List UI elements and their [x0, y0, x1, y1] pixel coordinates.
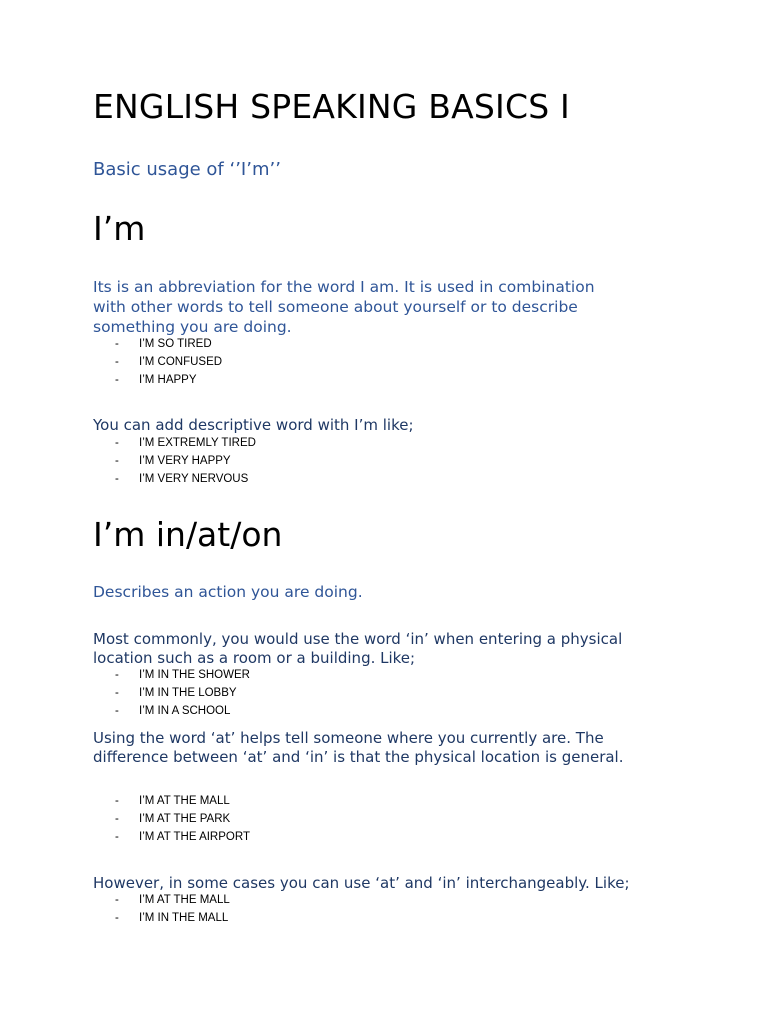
bullet-dash: -: [115, 812, 119, 825]
paragraph-line: Most commonly, you would use the word ‘in’ when entering a physical: [93, 630, 623, 648]
list-item-text: I’M CONFUSED: [139, 355, 223, 368]
bullet-dash: -: [115, 704, 119, 717]
section-heading-im-in-at-on: I’m in/at/on: [93, 515, 283, 554]
description-line: with other words to tell someone about yourself or to describe: [93, 298, 578, 316]
list-item-text: I’M VERY HAPPY: [139, 454, 231, 467]
paragraph-line: location such as a room or a building. Like;: [93, 648, 416, 667]
bullet-dash: -: [115, 454, 119, 467]
bullet-dash: -: [115, 355, 119, 368]
list-item-text: I’M AT THE MALL: [139, 795, 230, 807]
list-item-text: I’M VERY NERVOUS: [139, 472, 249, 485]
bullet-dash: -: [115, 686, 119, 699]
bullet-dash: -: [115, 437, 119, 449]
bullet-dash: -: [115, 894, 119, 906]
list-item-text: I’M IN A SCHOOL: [139, 704, 231, 717]
bullet-dash: -: [115, 338, 119, 350]
section-heading-im: I’m: [93, 209, 146, 248]
section-in-at-on-description: Describes an action you are doing.: [93, 583, 363, 601]
list-item-text: I’M IN THE MALL: [139, 911, 229, 924]
description-line: Its is an abbreviation for the word I am. It is used in combination: [93, 278, 595, 296]
bullet-dash: -: [115, 911, 119, 924]
bullet-dash: -: [115, 830, 119, 843]
paragraph-line: Using the word ‘at’ helps tell someone where you currently are. The: [93, 729, 604, 747]
list-item-text: I’M AT THE AIRPORT: [139, 830, 250, 843]
section-im-description: [93, 277, 595, 337]
list-item-text: I’M HAPPY: [139, 373, 197, 386]
list-item-text: I’M IN THE LOBBY: [139, 686, 237, 699]
description-line: something you are doing.: [93, 318, 292, 336]
interchangeable-paragraph: However, in some cases you can use ‘at’ and ‘in’ interchangeably. Like;: [93, 874, 630, 892]
at-usage-paragraph: [93, 729, 624, 766]
bullet-dash: -: [115, 795, 119, 807]
descriptive-word-paragraph: You can add descriptive word with I’m like;: [93, 416, 414, 434]
document-title: ENGLISH SPEAKING BASICS I: [93, 87, 570, 126]
list-item-text: I’M AT THE PARK: [139, 812, 231, 825]
in-usage-paragraph: [93, 630, 622, 667]
list-item-text: I’M SO TIRED: [139, 338, 212, 350]
bullet-dash: -: [115, 669, 119, 681]
paragraph-line: difference between ‘at’ and ‘in’ is that the physical location is general.: [93, 747, 624, 766]
list-item-text: I’M AT THE MALL: [139, 894, 230, 906]
document-subtitle: Basic usage of ‘’I’m’’: [93, 159, 281, 180]
bullet-dash: -: [115, 472, 119, 485]
bullet-dash: -: [115, 373, 119, 386]
list-item-text: I’M IN THE SHOWER: [139, 669, 250, 681]
list-item-text: I’M EXTREMLY TIRED: [139, 437, 256, 449]
